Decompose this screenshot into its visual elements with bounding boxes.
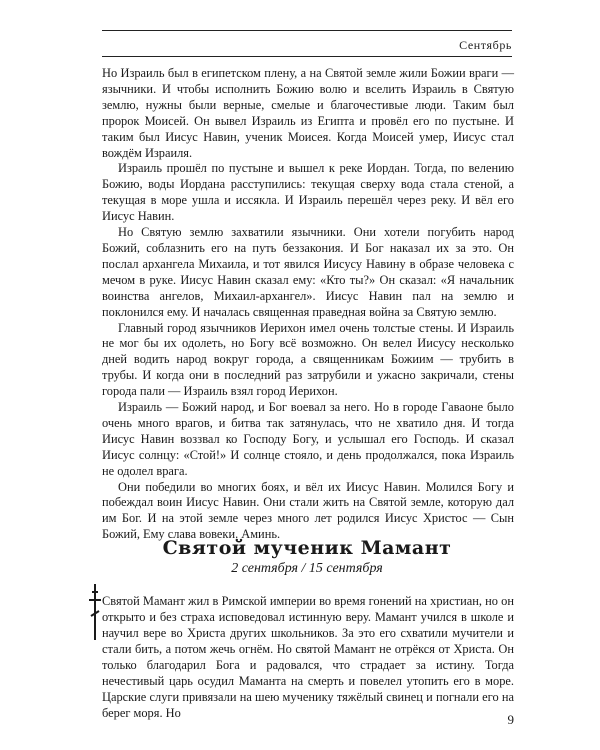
story-paragraph-1: Но Израиль был в египетском плену, а на Святой земле жили Божии враги — язычники. И чтобы исполнить Божию волю и вселить Израиль в Святую землю, нужны были верные, смелые и благочестивые люди. Таким был пророк Моисей. Он вывел Израиль из Египта и провёл его по пустыне. И таким был Иисус Навин, ученик Моисея. Когда Моисей умер, Иисус стал вождём Израиля.: [102, 66, 514, 160]
story-paragraph-6: Они победили во многих боях, и вёл их Иисус Навин. Молился Богу и побеждал воин Иисус Навин. Они стали жить на Святой земле, которую дал им Бог. И на этой земле через много лет родился Иисус Христос — Сын Божий, Ему слава вовеки. Аминь.: [102, 479, 514, 542]
page-number: 9: [507, 712, 514, 727]
saint-paragraph-1: Святой Мамант жил в Римской империи во время гонений на христиан, но он открыто и без страха исповедовал истинную веру. Мамант учился в школе и научил вере во Христа других школьников. За это его схватили мучители и стали бить, а потом жечь огнём. Но святой Мамант не отрёкся от Христа. Он только благодарил Бога и радовался, что страдает за истину. Тогда нечестивый царь осудил Маманта на смерть и повелел утопить его в море. Царские слуги привязали на шею мученику тяжёлый свинец и погнали его на берег моря. Но: [102, 594, 514, 720]
story-paragraph-2: Израиль прошёл по пустыне и вышел к реке Иордан. Тогда, по велению Божию, воды Иордана расступились: текущая сверху вода стала стеной, а текущая в море ушла и иссякла. И Израиль перешёл через реку. И вёл его Иисус Навин.: [102, 161, 514, 224]
story-text: [102, 66, 514, 543]
header-rule-top: [102, 30, 512, 31]
story-paragraph-4: Главный город язычников Иерихон имел очень толстые стены. И Израиль не мог бы их одолеть, но Богу всё возможно. Он велел Иисусу несколько дней водить народ вокруг города, а священникам Божиим — трубить в трубы. И когда они в последний раз затрубили и ужасно закричали, стены города пали — Израиль взял город Иерихон.: [102, 320, 514, 399]
story-paragraph-3: Но Святую землю захватили язычники. Они хотели погубить народ Божий, соблазнить его на путь беззакония. И Бог наказал их за это. Он послал архангела Михаила, и тот явился Иисусу Навину в образе человека с мечом в руке. Иисус Навин сказал ему: «Кто ты?» Он сказал: «Я начальник воинства ангелов, Михаил-архангел». Иисус Навин пал на землю и поклонился ему. И началась священная праведная война за Святую землю.: [102, 225, 514, 319]
running-header: Сентябрь: [459, 38, 512, 52]
saint-date: 2 сентября / 15 сентября: [231, 561, 383, 576]
saint-title: Святой мученик Мамант: [162, 537, 452, 559]
story-paragraph-5: Израиль — Божий народ, и Бог воевал за него. Но в городе Гаваоне было очень много врагов, и битва так затянулась, что не хватило дня. И тогда Иисус Навин воззвал ко Господу Богу, и услышал его Господь. И сказал Иисус солнцу: «Стой!» И солнце стояло, и день продолжался, пока Израиль не одолел врага.: [102, 400, 514, 478]
saint-text: [102, 582, 514, 734]
header-rule-bottom: [102, 56, 512, 57]
